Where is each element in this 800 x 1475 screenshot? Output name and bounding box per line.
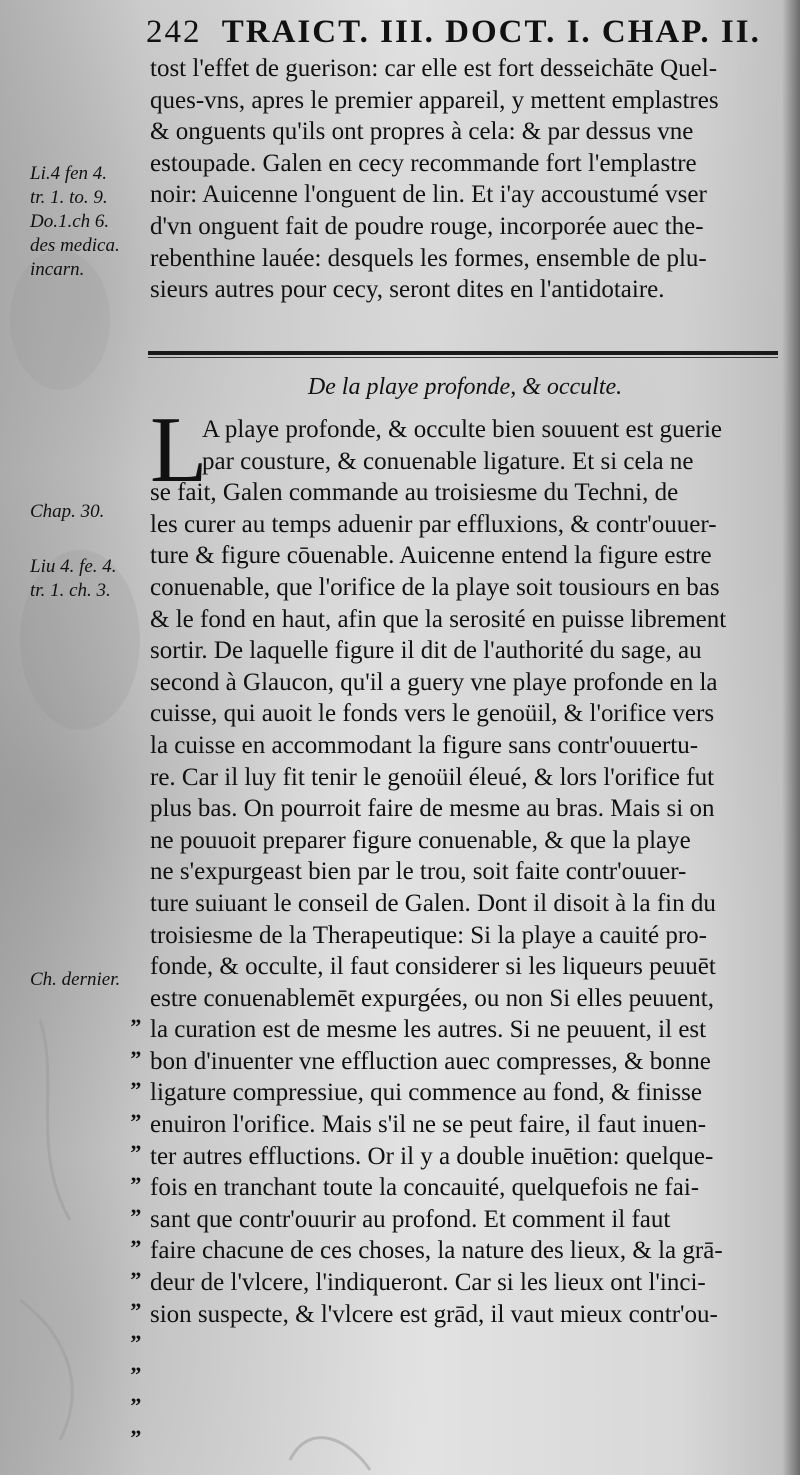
text-line: rebenthine lauée: desquels les formes, ensemble de plu- <box>150 244 707 272</box>
section-divider <box>148 351 778 355</box>
text-line: second à Glaucon, qu'il a guery vne playe profonde en la <box>150 668 718 696</box>
text-line: ne s'expurgeast bien par le trou, soit faite contr'ouuer- <box>150 858 687 886</box>
quotation-mark: „ <box>130 1255 142 1281</box>
text-line: deur de l'vlcere, l'indiqueront. Car si les lieux ont l'inci- <box>150 1269 706 1297</box>
drop-cap: L <box>150 398 208 502</box>
text-line: la cuisse en accommodant la figure sans contr'ouuertu- <box>150 731 699 759</box>
quotation-mark: „ <box>130 1034 142 1060</box>
running-header <box>146 10 786 54</box>
text-line: fonde, & occulte, il faut considerer si les liqueurs peuuēt <box>150 953 716 981</box>
text-line: sion suspecte, & l'vlcere est grād, il vaut mieux contr'ou- <box>150 1300 718 1328</box>
quotation-mark: „ <box>130 1350 142 1376</box>
text-line: noir: Auicenne l'onguent de lin. Et i'ay accoustumé vser <box>150 181 707 209</box>
quotation-mark: „ <box>130 1066 142 1092</box>
margin-note-1 <box>30 162 150 282</box>
text-line: cuisse, qui auoit le fonds vers le genoüil, & l'orifice vers <box>150 700 715 728</box>
text-line: bon d'inuenter vne effluction auec compresses, & bonne <box>150 1047 711 1075</box>
text-line: la curation est de mesme les autres. Si ne peuuent, il est <box>150 1016 707 1044</box>
text-line: & onguents qu'ils ont propres à cela: & par dessus vne <box>150 118 694 146</box>
margin-note-line: tr. 1. to. 9. <box>30 187 108 208</box>
paragraph-2 <box>150 398 785 1330</box>
text-line: sieurs autres pour cecy, seront dites en l'antidotaire. <box>150 276 665 304</box>
quotation-mark: „ <box>130 1413 142 1439</box>
text-line: faire chacune de ces choses, la nature des lieux, & la grā- <box>150 1237 723 1265</box>
section-title: De la playe profonde, & occulte. <box>307 374 623 400</box>
text-line: ligature compressiue, qui commence au fond, & finisse <box>150 1079 702 1107</box>
text-line: estre conuenablemēt expurgées, ou non Si elles peuuent, <box>150 984 714 1012</box>
text-line: plus bas. On pourroit faire de mesme au bras. Mais si on <box>150 795 715 823</box>
margin-note-line: Chap. 30. <box>30 501 105 522</box>
margin-note-line: Ch. dernier. <box>30 969 121 990</box>
text-line: estoupade. Galen en cecy recommande fort l'emplastre <box>150 149 697 177</box>
paragraph-1 <box>150 53 785 306</box>
section-divider-thin <box>148 357 778 358</box>
margin-note-line: Do.1.ch 6. <box>30 211 110 232</box>
margin-note-line: incarn. <box>30 259 85 280</box>
text-line: ter autres effluctions. Or il y a double inuētion: quelque- <box>150 1142 714 1170</box>
text-line: ture suiuant le conseil de Galen. Dont il disoit à la fin du <box>150 889 716 917</box>
quotation-mark: „ <box>130 1160 142 1186</box>
margin-note-line: tr. 1. ch. 3. <box>30 580 111 601</box>
text-line: tost l'effet de guerison: car elle est fort desseichāte Quel- <box>150 55 718 82</box>
quotation-mark: „ <box>130 1224 142 1250</box>
text-line: & le fond en haut, afin que la serosité en puisse librement <box>150 605 727 633</box>
quotation-marks-column <box>124 1000 148 1442</box>
margin-note-line: Liu 4. fe. 4. <box>30 556 117 577</box>
text-line: se fait, Galen commande au troisiesme du Techni, de <box>150 479 679 507</box>
margin-note-line: Li.4 fen 4. <box>30 163 108 184</box>
text-line: re. Car il luy fit tenir le genoüil éleué, & lors l'orifice fut <box>150 763 715 791</box>
quotation-mark: „ <box>130 1192 142 1218</box>
text-line: les curer au temps aduenir par effluxions, & contr'ouuer- <box>150 510 717 538</box>
running-title: TRAICT. III. DOCT. I. CHAP. II. <box>221 14 761 50</box>
text-line: fois en tranchant toute la concauité, quelquefois ne fai- <box>150 1174 700 1202</box>
margin-note-line: des medica. <box>30 235 120 256</box>
text-line: ture & figure cōuenable. Auicenne entend la figure estre <box>150 542 712 570</box>
quotation-mark: „ <box>130 1287 142 1313</box>
text-line: sortir. De laquelle figure il dit de l'authorité du sage, au <box>150 637 702 665</box>
page-number: 242 <box>146 14 202 50</box>
quotation-mark: „ <box>130 1318 142 1344</box>
quotation-mark: „ <box>130 1129 142 1155</box>
quotation-mark: „ <box>130 1382 142 1408</box>
text-line: d'vn onguent fait de poudre rouge, incorporée auec the- <box>150 212 704 240</box>
text-line: ques-vns, apres le premier appareil, y mettent emplastres <box>150 86 719 114</box>
margin-note-2 <box>30 500 150 524</box>
text-line: ne pouuoit preparer figure conuenable, & que la playe <box>150 826 691 854</box>
text-line: conuenable, que l'orifice de la playe soit tousiours en bas <box>150 573 720 601</box>
quotation-mark: „ <box>130 1097 142 1123</box>
text-line: troisiesme de la Therapeutique: Si la playe a cauité pro- <box>150 921 707 949</box>
margin-note-3 <box>30 555 150 603</box>
text-line: par cousture, & conuenable ligature. Et si cela ne <box>202 447 694 475</box>
text-line: sant que contr'ouurir au profond. Et comment il faut <box>150 1205 671 1233</box>
quotation-mark: „ <box>130 1003 142 1028</box>
text-line: enuiron l'orifice. Mais s'il ne se peut faire, il faut inuen- <box>150 1111 707 1139</box>
margin-note-4 <box>30 968 150 992</box>
text-line: A playe profonde, & occulte bien souuent est guerie <box>202 416 722 443</box>
